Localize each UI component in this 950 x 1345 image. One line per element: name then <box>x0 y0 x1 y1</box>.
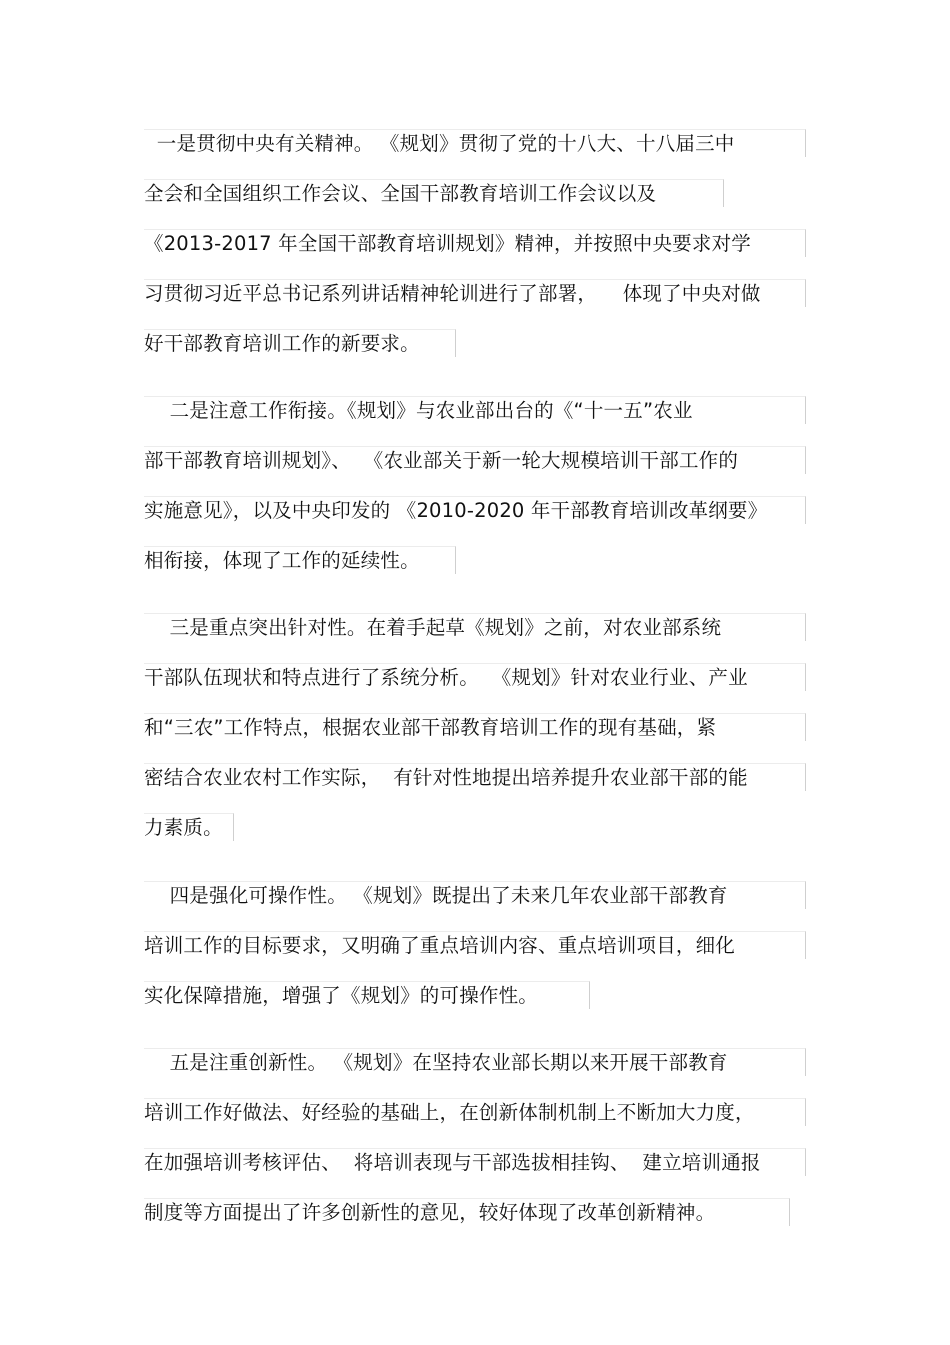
paragraph-3-line-1: 三是重点突出针对性。在着手起草《规划》之前，对农业部系统 <box>144 613 806 641</box>
paragraph-5-line-3: 在加强培训考核评估、 将培训表现与干部选拔相挂钩、 建立培训通报 <box>144 1148 806 1176</box>
paragraph-2-line-4: 相衔接，体现了工作的延续性。 <box>144 546 456 574</box>
paragraph-5-line-1: 五是注重创新性。 《规划》在坚持农业部长期以来开展干部教育 <box>144 1048 806 1076</box>
paragraph-5-line-4: 制度等方面提出了许多创新性的意见，较好体现了改革创新精神。 <box>144 1198 790 1226</box>
paragraph-4-line-1: 四是强化可操作性。 《规划》既提出了未来几年农业部干部教育 <box>144 881 806 909</box>
paragraph-3-line-4: 密结合农业农村工作实际， 有针对性地提出培养提升农业部干部的能 <box>144 763 806 791</box>
paragraph-1-line-5: 好干部教育培训工作的新要求。 <box>144 329 456 357</box>
paragraph-1-line-4: 习贯彻习近平总书记系列讲话精神轮训进行了部署， 体现了中央对做 <box>144 279 806 307</box>
paragraph-1-line-1: 一是贯彻中央有关精神。 《规划》贯彻了党的十八大、十八届三中 <box>144 129 806 157</box>
paragraph-1-line-3: 《2013-2017 年全国干部教育培训规划》精神，并按照中央要求对学 <box>144 229 806 257</box>
paragraph-1-line-2: 全会和全国组织工作会议、全国干部教育培训工作会议以及 <box>144 179 724 207</box>
paragraph-5-line-2: 培训工作好做法、好经验的基础上，在创新体制机制上不断加大力度， <box>144 1098 806 1126</box>
paragraph-3-line-5: 力素质。 <box>144 813 234 841</box>
paragraph-3-line-3: 和“三农”工作特点，根据农业部干部教育培训工作的现有基础，紧 <box>144 713 806 741</box>
paragraph-3-line-2: 干部队伍现状和特点进行了系统分析。 《规划》针对农业行业、产业 <box>144 663 806 691</box>
paragraph-2-line-2: 部干部教育培训规划》、 《农业部关于新一轮大规模培训干部工作的 <box>144 446 806 474</box>
paragraph-2-line-1: 二是注意工作衔接。《规划》与农业部出台的《“十一五”农业 <box>144 396 806 424</box>
paragraph-2-line-3: 实施意见》，以及中央印发的 《2010-2020 年干部教育培训改革纲要》 <box>144 496 806 524</box>
paragraph-4-line-3: 实化保障措施，增强了《规划》的可操作性。 <box>144 981 590 1009</box>
paragraph-4-line-2: 培训工作的目标要求，又明确了重点培训内容、重点培训项目，细化 <box>144 931 806 959</box>
